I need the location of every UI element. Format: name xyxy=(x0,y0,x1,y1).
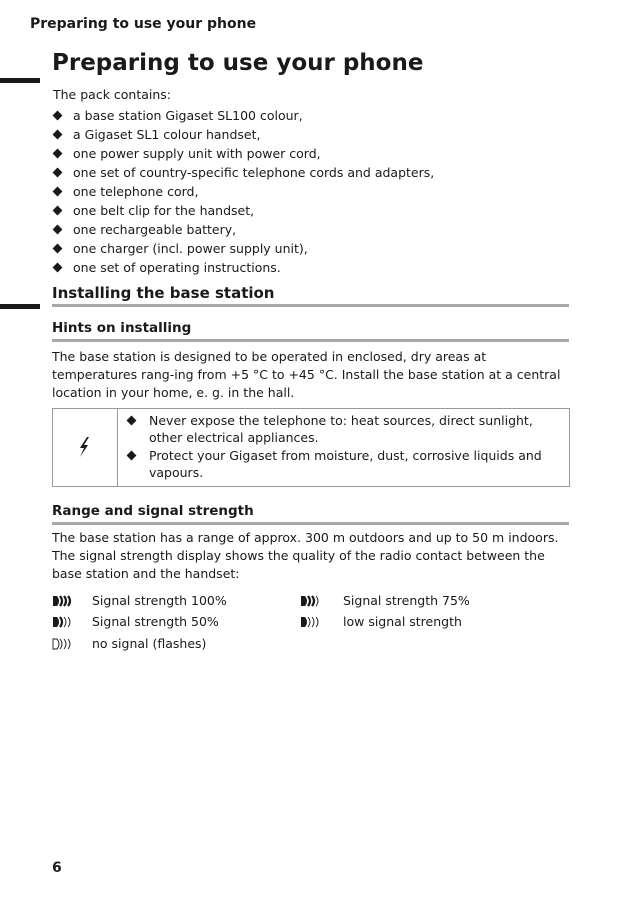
bullet-icon xyxy=(53,263,63,273)
signal-50-label: Signal strength 50% xyxy=(92,614,219,629)
range-heading: Range and signal strength xyxy=(52,503,254,519)
running-header: Preparing to use your phone xyxy=(30,16,257,32)
bullet-icon xyxy=(53,206,63,216)
bullet-icon xyxy=(53,149,63,159)
signal-50-icon xyxy=(52,614,74,633)
signal-75-icon xyxy=(300,593,322,612)
signal-low-icon xyxy=(300,614,322,633)
list-item: Protect your Gigaset from moisture, dust, corrosive liquids and vapours. xyxy=(127,447,559,481)
list-item: one rechargeable battery, xyxy=(53,220,434,239)
hints-paragraph: The base station is designed to be operated in enclosed, dry areas at temperatures rang-ing from +5 °C to +45 °C. Install the base station at a central location in your home, e. g. in the hall. xyxy=(52,349,561,400)
heading-rule xyxy=(52,339,569,342)
list-item: one belt clip for the handset, xyxy=(53,201,434,220)
pack-contents-list xyxy=(53,106,434,277)
bullet-icon xyxy=(127,451,137,461)
bullet-icon xyxy=(53,168,63,178)
bullet-icon xyxy=(53,130,63,140)
list-item: one telephone cord, xyxy=(53,182,434,201)
bullet-icon xyxy=(53,111,63,121)
range-paragraph: The base station has a range of approx. 300 m outdoors and up to 50 m indoors. The signal strength display shows the quality of the radio contact between the base station and the handset: xyxy=(52,530,559,581)
list-item: a base station Gigaset SL100 colour, xyxy=(53,106,434,125)
bullet-icon xyxy=(53,225,63,235)
warning-list xyxy=(127,412,559,482)
list-item: one set of country-specific telephone cords and adapters, xyxy=(53,163,434,182)
pack-intro: The pack contains: xyxy=(53,87,172,102)
signal-full-icon xyxy=(52,593,74,612)
lightning-warning-icon xyxy=(77,437,91,461)
list-item: a Gigaset SL1 colour handset, xyxy=(53,125,434,144)
page-title: Preparing to use your phone xyxy=(52,50,424,76)
box-divider xyxy=(117,409,118,486)
installing-heading: Installing the base station xyxy=(52,284,275,302)
bullet-icon xyxy=(53,187,63,197)
bullet-icon xyxy=(127,416,137,426)
signal-none-label: no signal (flashes) xyxy=(92,636,207,651)
hints-heading: Hints on installing xyxy=(52,320,192,336)
list-item: one set of operating instructions. xyxy=(53,258,434,277)
heading-rule xyxy=(52,522,569,525)
bullet-icon xyxy=(53,244,63,254)
warning-box xyxy=(52,408,570,487)
signal-none-icon xyxy=(52,636,74,655)
list-item: one power supply unit with power cord, xyxy=(53,144,434,163)
heading-rule xyxy=(52,304,569,307)
signal-75-label: Signal strength 75% xyxy=(343,593,470,608)
page-number: 6 xyxy=(52,860,62,876)
list-item: one charger (incl. power supply unit), xyxy=(53,239,434,258)
list-item: Never expose the telephone to: heat sources, direct sunlight, other electrical appliances. xyxy=(127,412,559,446)
signal-low-label: low signal strength xyxy=(343,614,462,629)
section-marker xyxy=(0,304,40,309)
section-marker xyxy=(0,78,40,83)
signal-100-label: Signal strength 100% xyxy=(92,593,227,608)
